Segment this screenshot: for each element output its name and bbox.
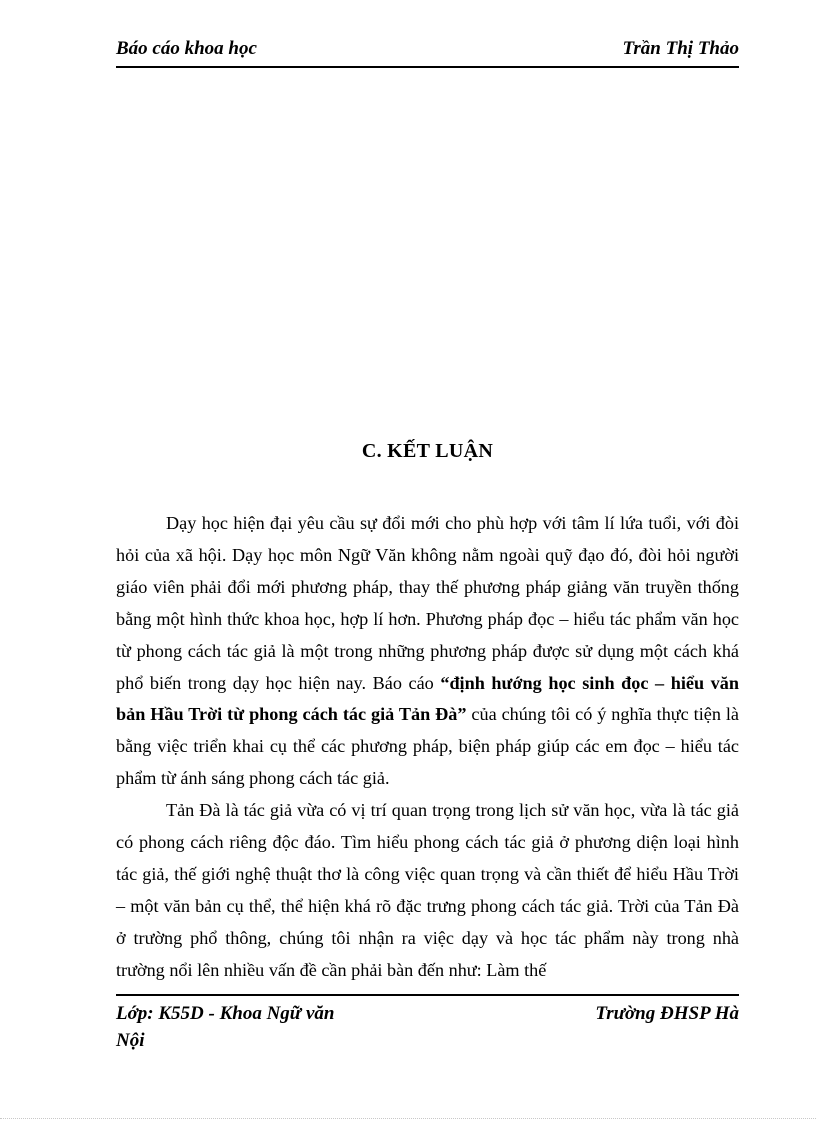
paragraph-1-bold-title: “định hướng học sinh đọc – hiểu văn bản Hầu Trời từ phong cách tác giả Tản Đà” xyxy=(116,672,739,725)
paragraph-2: Tản Đà là tác giả vừa có vị trí quan trọng trong lịch sử văn học, vừa là tác giả có phong cách riêng độc đáo. Tìm hiểu phong cách tác giả ở phương diện loại hình tác giả, thế giới nghệ thuật thơ là công việc quan trọng và cần thiết để hiểu Hầu Trời – một văn bản cụ thể, thể hiện khá rõ đặc trưng phong cách tác giả. Trời của Tản Đà ở trường phổ thông, chúng tôi nhận ra việc dạy và học tác phẩm này trong nhà trường nổi lên nhiều vấn đề cần phải bàn đến như: Làm thế xyxy=(116,800,739,980)
paragraph-1-text-a: Dạy học hiện đại yêu cầu sự đổi mới cho phù hợp với tâm lí lứa tuổi, với đòi hỏi của xã hội. Dạy học môn Ngữ Văn không nằm ngoài quỹ đạo đó, đòi hỏi người giáo viên phải đổi mới phương pháp, thay thế phương pháp giảng văn truyền thống bằng một hình thức khoa học, hợp lí hơn. Phương pháp đọc – hiểu tác phẩm văn học từ phong cách tác giả là một trong những phương pháp được sử dụng một cách khá phổ biến trong dạy học hiện nay. Báo cáo xyxy=(116,513,739,693)
footer-class-label: Lớp: K55D - Khoa Ngữ văn xyxy=(116,1003,335,1024)
header-author-name: Trần Thị Thảo xyxy=(622,38,739,59)
footer-school-label: Trường ĐHSP Hà xyxy=(595,1003,739,1024)
body-text xyxy=(116,508,739,987)
page-bottom-divider xyxy=(0,1118,816,1119)
footer-class-label-continued: Nội xyxy=(116,1030,145,1051)
paragraph-1 xyxy=(116,508,739,795)
page-footer xyxy=(116,994,739,1051)
header-report-label: Báo cáo khoa học xyxy=(116,38,257,59)
section-title: C. KẾT LUẬN xyxy=(361,440,494,462)
paragraph-1-text-b: của chúng tôi có ý nghĩa thực tiện là bằng việc triển khai cụ thể các phương pháp, biện pháp giúp các em đọc – hiểu tác phẩm từ ánh sáng phong cách tác giả. xyxy=(116,704,740,789)
page-header xyxy=(116,38,739,68)
